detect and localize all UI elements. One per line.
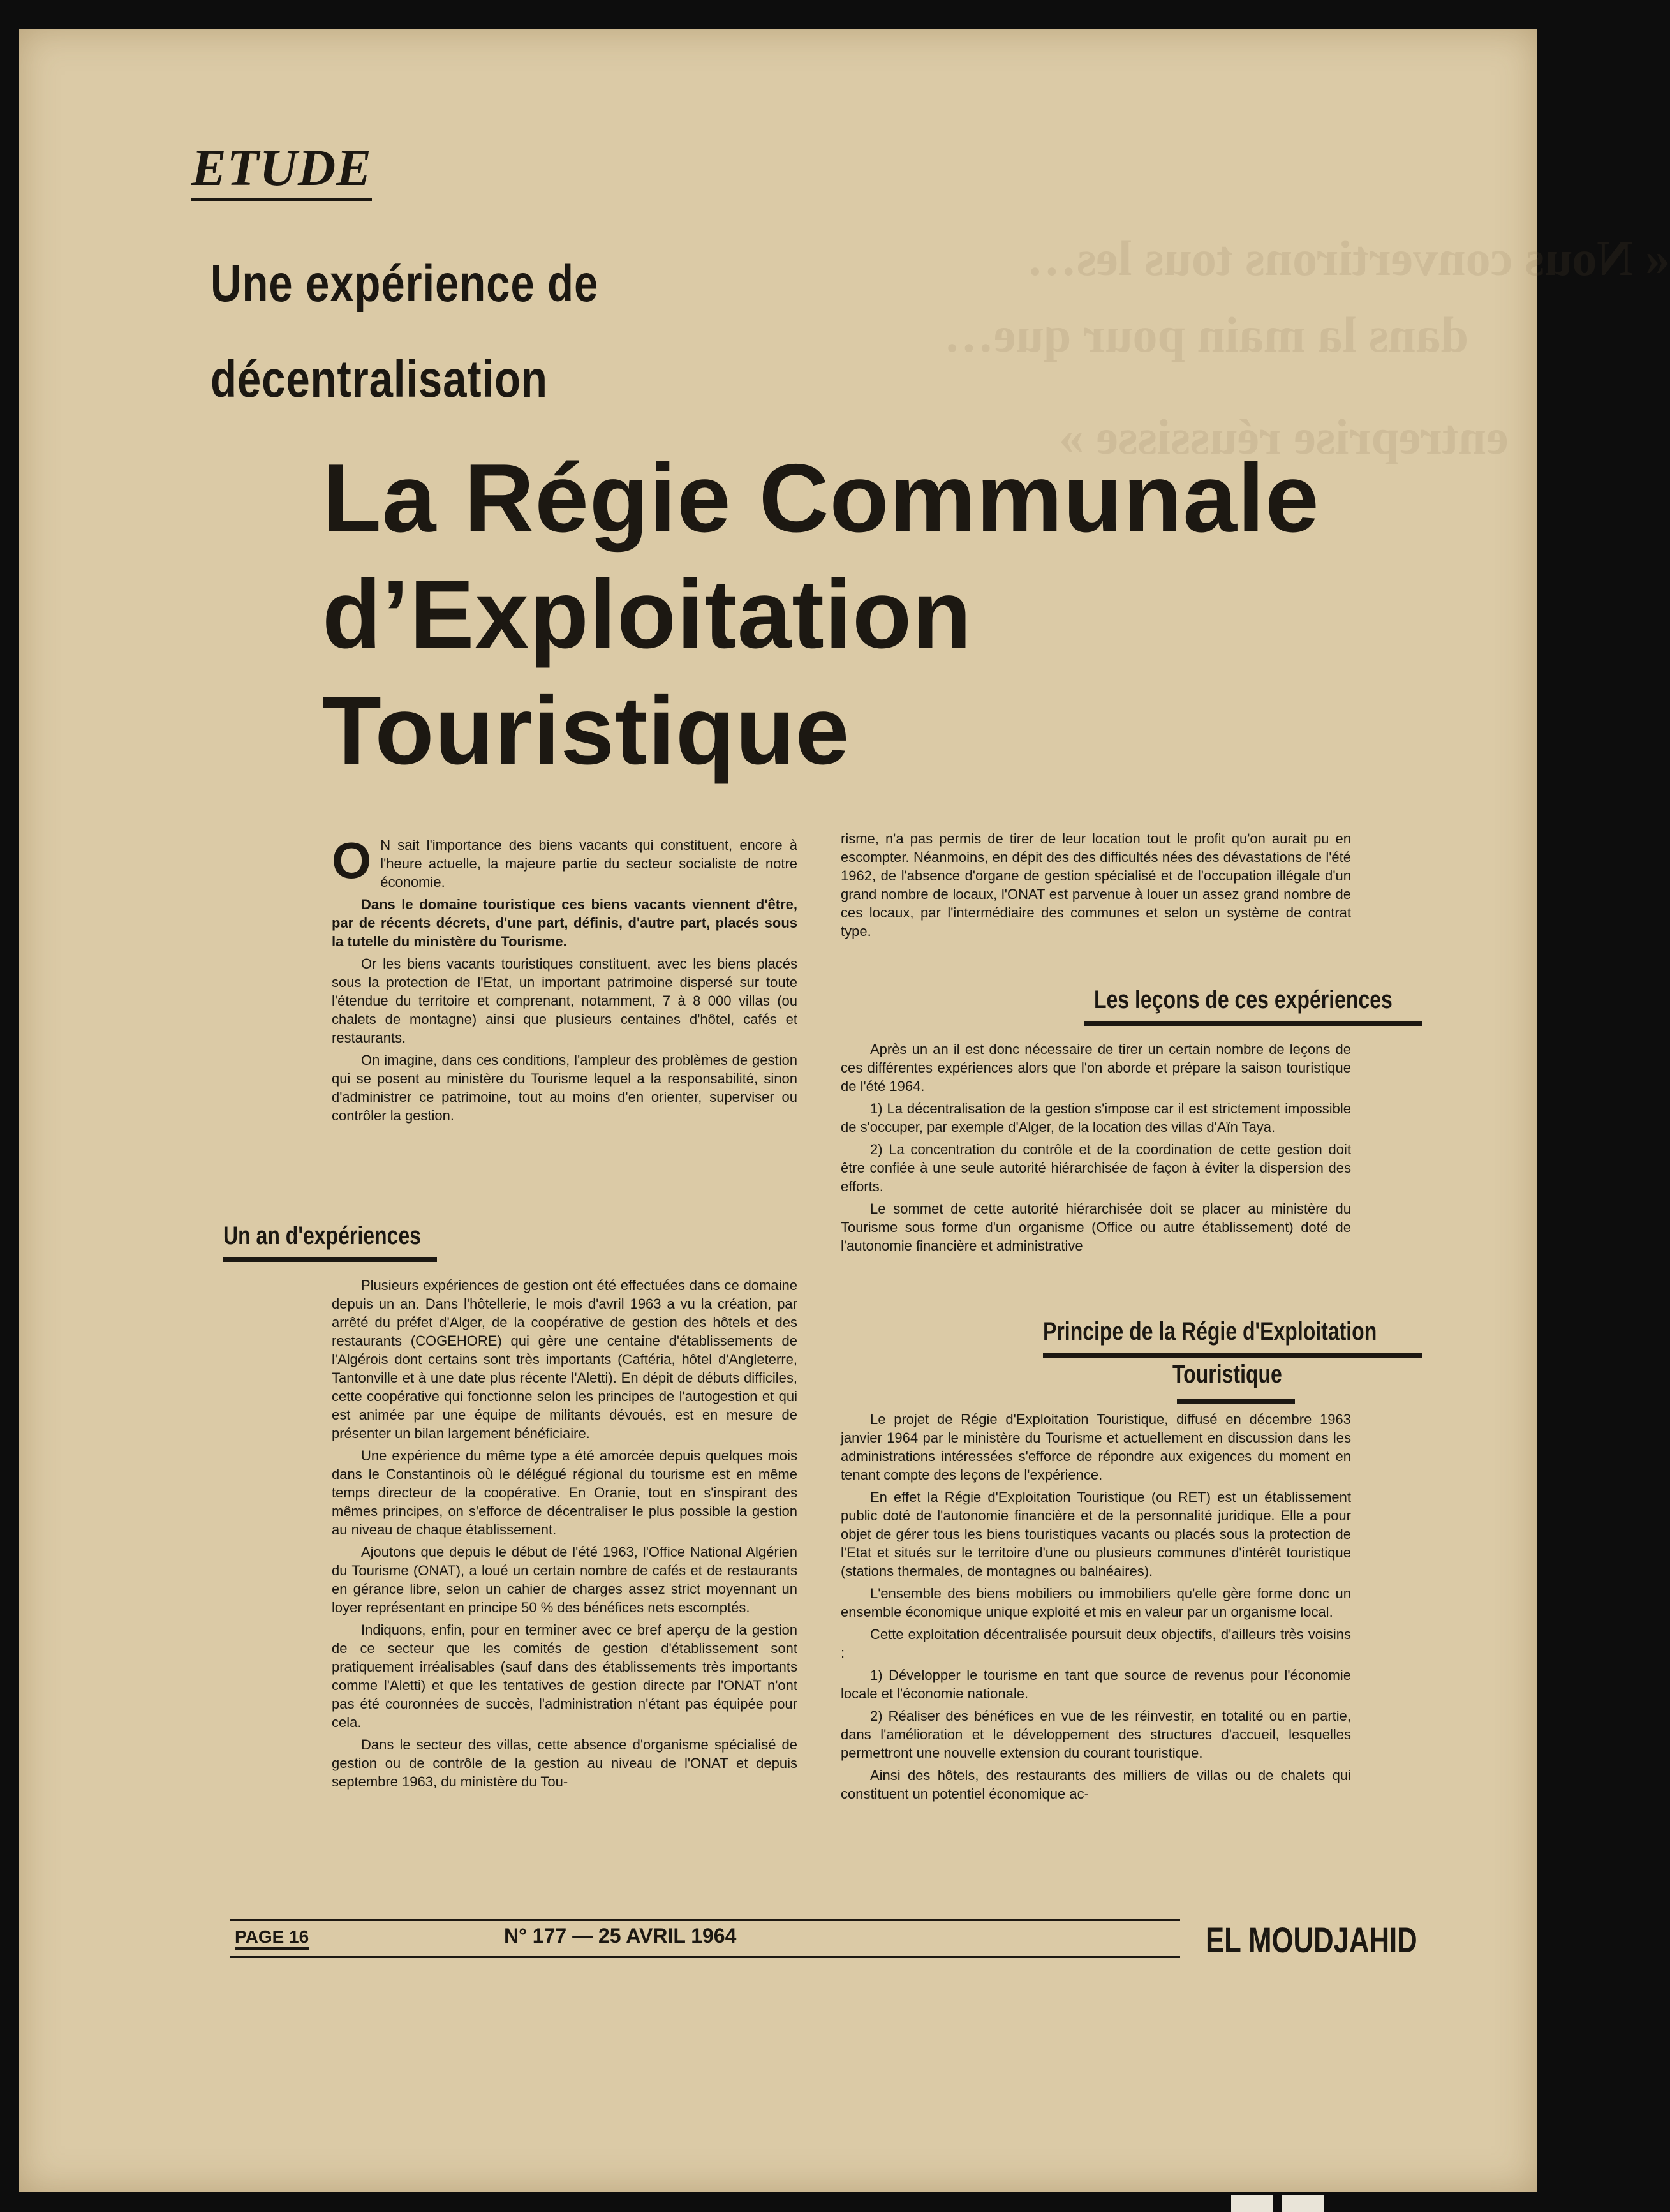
- paragraph: Le sommet de cette autorité hiérarchisée doit se placer au ministère du Tourisme sous forme d'un organisme (Office ou autre établissement) doté de l'autonomie financière et administrative: [841, 1201, 1351, 1254]
- article-subhead: [211, 236, 681, 427]
- headline-line-3: Touristique: [322, 676, 850, 785]
- paragraph: Une expérience du même type a été amorcée depuis quelques mois dans le Constantinois où le délégué régional du tourisme est en même temps directeur de la coopérative. En Oranie, tout en s'inspirant des mêmes principes, on s'efforce de décentraliser le plus possible la gestion au niveau de chaque établissement.: [332, 1448, 797, 1538]
- paragraph: Le projet de Régie d'Exploitation Touristique, diffusé en décembre 1963 janvier 1964 par le ministère du Tourisme et actuellement en discussion dans les administrations intéressées s'efforce de répondre aux exigences du moment en tenant compte des leçons de l'expérience.: [841, 1411, 1351, 1483]
- page-number: PAGE 16: [235, 1927, 309, 1950]
- binding-tab: [1282, 2195, 1324, 2212]
- paragraph: risme, n'a pas permis de tirer de leur location tout le profit qu'on aurait pu en escompter. Néanmoins, en dépit des des difficultés nées des dévastations de l'été 1962, de l'absence d'organe de gestion spécialisé et de l'occupation illégale d'un grand nombre de locaux, l'ONAT est parvenue à louer un assez grand nombre de ces locaux, par l'intermédiaire des communes et selon un système de contrat type.: [841, 831, 1351, 939]
- heading-rule: [1177, 1399, 1295, 1404]
- section-heading: Un an d'expériences: [223, 1222, 421, 1250]
- paragraph: Plusieurs expériences de gestion ont été effectuées dans ce domaine depuis un an. Dans l'hôtellerie, le mois d'avril 1963 a vu la création, par arrêté du préfet d'Alger, de la coopérative de gestion des hôtels et des restaurants (COGEHORE) qui gère une centaine d'établissements de l'Algérois dont certains sont très importants (Caftéria, hôtel d'Angleterre, Tantonville et à une date plus récente l'Aletti). En dépit de débuts difficiles, cette coopérative qui fonctionne selon les principes de l'autogestion et qui est animée par une équipe de militants dévoués, est en mesure de présenter un bilan largement bénéficiaire.: [332, 1277, 797, 1441]
- paragraph: Ainsi des hôtels, des restaurants des milliers de villas ou de chalets qui constituent un potentiel économique ac-: [841, 1767, 1351, 1802]
- article-kicker: ETUDE: [191, 140, 372, 201]
- heading-rule: [1043, 1353, 1422, 1358]
- paragraph: 1) Développer le tourisme en tant que source de revenus pour l'économie locale et l'économie nationale.: [841, 1667, 1351, 1702]
- drop-cap: O: [332, 832, 372, 889]
- heading-rule: [223, 1257, 437, 1262]
- paragraph: Ajoutons que depuis le début de l'été 1963, l'Office National Algérien du Tourisme (ONAT), a loué un certain nombre de cafés et de restaurants en gérance libre, selon un cahier de charges assez strict moyennant un loyer représentant en principe 50 % des bénéfices nets escomptés.: [332, 1544, 797, 1615]
- paragraph: 2) La concentration du contrôle et de la coordination de cette gestion doit être confiée à une seule autorité hiérarchisée de façon à éviter la dispersion des efforts.: [841, 1141, 1351, 1194]
- paragraph: 1) La décentralisation de la gestion s'impose car il est strictement impossible de s'occuper, par exemple d'Alger, de la location des villas d'Aïn Taya.: [841, 1101, 1351, 1135]
- subhead-line-2: décentralisation: [211, 350, 548, 408]
- paragraph: Cette exploitation décentralisée poursuit deux objectifs, d'ailleurs très voisins :: [841, 1626, 1351, 1661]
- heading-rule: [1084, 1021, 1422, 1026]
- column-left-top: [332, 832, 797, 1129]
- subhead-line-1: Une expérience de: [211, 255, 599, 313]
- column-right-top: [841, 829, 1351, 944]
- paragraph: En effet la Régie d'Exploitation Touristique (ou RET) est un établissement public doté de l'autonomie financière et de la personnalité juridique. Elle a pour objet de gérer tous les biens touristiques vacants ou placés sous la protection de l'Etat et situés sur le territoire d'une ou plusieurs communes d'intérêt touristique (stations thermales, de montagnes ou balnéaires).: [841, 1489, 1351, 1579]
- article-headline: [322, 440, 1458, 789]
- column-right-mid: [841, 1040, 1351, 1259]
- footer-rule: [230, 1956, 1180, 1958]
- paragraph: Or les biens vacants touristiques constituent, avec les biens placés sous la protection de l'Etat, un important patrimoine dispersé sur toute l'étendue du territoire et comprenant, notamment, 7 à 8 000 villas (ou chalets de montagne) ainsi que plusieurs centaines d'hôtel, cafés et restaurants.: [332, 956, 797, 1046]
- paragraph: Dans le secteur des villas, cette absence d'organisme spécialisé de gestion ou de contrôle de la gestion au niveau de l'ONAT et depuis septembre 1963, du ministère du Tou-: [332, 1737, 797, 1790]
- show-through-text: dans la main pour que…: [944, 307, 1469, 362]
- headline-line-2: d’Exploitation: [322, 560, 972, 669]
- headline-line-1: La Régie Communale: [322, 444, 1320, 553]
- column-right-bottom: [841, 1410, 1351, 1807]
- show-through-text: entreprise réussisse »: [1059, 409, 1509, 464]
- section-heading: Touristique: [1172, 1360, 1282, 1388]
- paragraph: L'ensemble des biens mobiliers ou immobiliers qu'elle gère forme donc un ensemble économique unique exploité et mis en valeur par un organisme local.: [841, 1585, 1351, 1620]
- footer-rule: [230, 1919, 1180, 1921]
- paragraph: Après un an il est donc nécessaire de tirer un certain nombre de leçons de ces différentes expériences alors que l'on aborde et prépare la saison touristique de l'été 1964.: [841, 1041, 1351, 1094]
- paragraph: Indiquons, enfin, pour en terminer avec ce bref aperçu de la gestion de ce secteur que les comités de gestion d'établissement sont pratiquement irréalisables (sauf dans des établissements très importants comme l'Aletti) et que les tentatives de gestion directe par l'ONAT n'ont pas été couronnées de succès, l'administration n'étant pas équipée pour cela.: [332, 1622, 797, 1730]
- paragraph: On imagine, dans ces conditions, l'ampleur des problèmes de gestion qui se posent au ministère du Tourisme lequel a la responsabilité, sinon d'administrer ce patrimoine, tout au moins d'en orienter, superviser ou contrôler la gestion.: [332, 1052, 797, 1124]
- issue-date: N° 177 — 25 AVRIL 1964: [504, 1924, 737, 1947]
- section-heading: Principe de la Régie d'Exploitation: [1043, 1318, 1377, 1346]
- show-through-text: « Nous convertirons tous les…: [1027, 230, 1670, 286]
- paragraph: Dans le domaine touristique ces biens vacants viennent d'être, par de récents décrets, d'une part, définis, d'autre part, placés sous la tutelle du ministère du Tourisme.: [332, 896, 797, 949]
- paragraph: 2) Réaliser des bénéfices en vue de les réinvestir, en totalité ou en partie, dans l'amélioration et le développement des structures d'accueil, lesquelles permettront une nouvelle extension du courant touristique.: [841, 1708, 1351, 1761]
- binding-tab: [1231, 2195, 1273, 2212]
- intro-paragraph: O N sait l'importance des biens vacants qui constituent, encore à l'heure actuelle, la majeure partie du secteur socialiste de notre économie.: [332, 832, 797, 890]
- newspaper-name: EL MOUDJAHID: [1206, 1920, 1417, 1960]
- column-left-bottom: [332, 1276, 797, 1795]
- section-heading: Les leçons de ces expériences: [1094, 986, 1393, 1014]
